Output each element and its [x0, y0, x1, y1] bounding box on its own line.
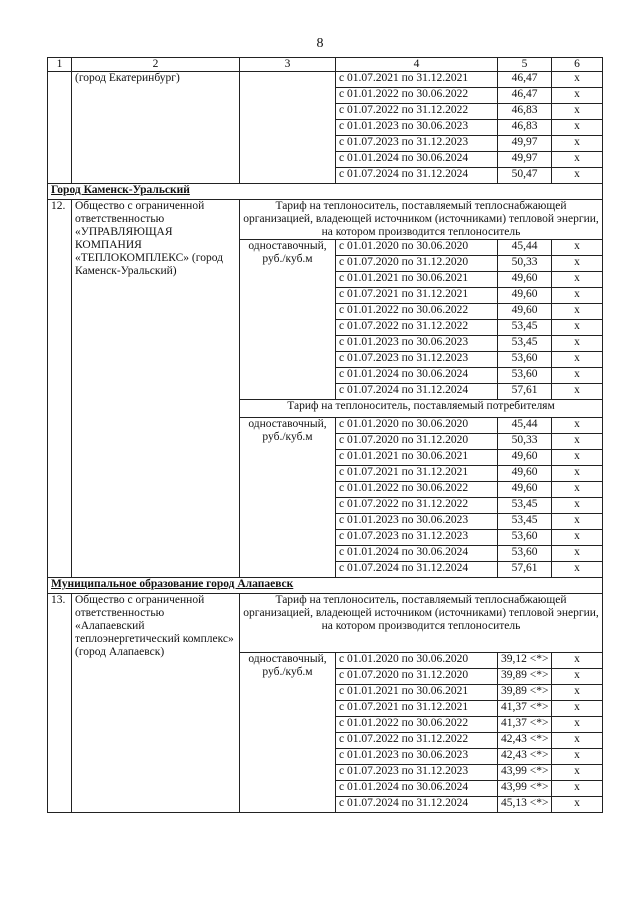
mark-cell: х: [552, 797, 603, 813]
table-row: [48, 594, 603, 653]
row-number-cell: 12.: [48, 200, 72, 578]
tariff-type-cell: одноставочный, руб./куб.м: [240, 240, 336, 400]
period-cell: с 01.07.2024 по 31.12.2024: [336, 562, 498, 578]
header-cell: 6: [552, 58, 603, 72]
mark-cell: х: [552, 120, 603, 136]
tariff-value: 41,37 <*>: [498, 701, 552, 717]
mark-cell: х: [552, 434, 603, 450]
tariff-value: 53,45: [498, 498, 552, 514]
tariff-value: 53,45: [498, 336, 552, 352]
period-cell: с 01.07.2022 по 31.12.2022: [336, 104, 498, 120]
period-cell: с 01.01.2021 по 30.06.2021: [336, 685, 498, 701]
tariff-heading: Тариф на теплоноситель, поставляемый теплоснабжающей организацией, владеющей источником (источниками) тепловой энергии, на котором производится теплоноситель: [240, 594, 603, 653]
period-cell: с 01.01.2023 по 30.06.2023: [336, 120, 498, 136]
tariff-value: 42,43 <*>: [498, 733, 552, 749]
tariff-value: 57,61: [498, 384, 552, 400]
table-row: [48, 200, 603, 240]
mark-cell: х: [552, 765, 603, 781]
mark-cell: х: [552, 304, 603, 320]
mark-cell: х: [552, 72, 603, 88]
mark-cell: х: [552, 336, 603, 352]
row-number-cell: 13.: [48, 594, 72, 813]
tariff-value: 50,33: [498, 434, 552, 450]
period-cell: с 01.01.2023 по 30.06.2023: [336, 336, 498, 352]
mark-cell: х: [552, 514, 603, 530]
mark-cell: х: [552, 256, 603, 272]
tariff-value: 49,97: [498, 152, 552, 168]
tariff-type-cell: одноставочный, руб./куб.м: [240, 653, 336, 813]
mark-cell: х: [552, 288, 603, 304]
tariff-value: 53,60: [498, 368, 552, 384]
mark-cell: х: [552, 749, 603, 765]
period-cell: с 01.07.2024 по 31.12.2024: [336, 797, 498, 813]
tariff-value: 43,99 <*>: [498, 781, 552, 797]
header-cell: 3: [240, 58, 336, 72]
mark-cell: х: [552, 368, 603, 384]
period-cell: с 01.01.2023 по 30.06.2023: [336, 749, 498, 765]
mark-cell: х: [552, 104, 603, 120]
tariff-value: 45,44: [498, 418, 552, 434]
period-cell: с 01.01.2024 по 30.06.2024: [336, 781, 498, 797]
mark-cell: х: [552, 352, 603, 368]
period-cell: с 01.07.2023 по 31.12.2023: [336, 765, 498, 781]
mark-cell: х: [552, 669, 603, 685]
organization-cell: Общество с ограниченной ответственностью «УПРАВЛЯЮЩАЯ КОМПАНИЯ «ТЕПЛОКОМПЛЕКС» (город Каменск-Уральский): [72, 200, 240, 578]
tariff-type-cell: одноставочный, руб./куб.м: [240, 418, 336, 578]
mark-cell: х: [552, 530, 603, 546]
tariff-value: 53,60: [498, 352, 552, 368]
period-cell: с 01.07.2022 по 31.12.2022: [336, 320, 498, 336]
period-cell: с 01.01.2020 по 30.06.2020: [336, 653, 498, 669]
period-cell: с 01.01.2024 по 30.06.2024: [336, 546, 498, 562]
period-cell: с 01.07.2021 по 31.12.2021: [336, 72, 498, 88]
mark-cell: х: [552, 562, 603, 578]
period-cell: с 01.01.2021 по 30.06.2021: [336, 272, 498, 288]
tariff-value: 49,60: [498, 450, 552, 466]
period-cell: с 01.07.2020 по 31.12.2020: [336, 669, 498, 685]
mark-cell: х: [552, 498, 603, 514]
row-number-cell: [48, 72, 72, 184]
tariff-value: 49,60: [498, 288, 552, 304]
tariff-value: 39,12 <*>: [498, 653, 552, 669]
mark-cell: х: [552, 781, 603, 797]
period-cell: с 01.07.2021 по 31.12.2021: [336, 288, 498, 304]
mark-cell: х: [552, 717, 603, 733]
organization-cell: (город Екатеринбург): [72, 72, 240, 184]
tariff-table: [47, 57, 603, 813]
mark-cell: х: [552, 685, 603, 701]
mark-cell: х: [552, 152, 603, 168]
tariff-type-cell: [240, 72, 336, 184]
period-cell: с 01.07.2022 по 31.12.2022: [336, 733, 498, 749]
mark-cell: х: [552, 384, 603, 400]
section-title: Муниципальное образование город Алапаевск: [48, 578, 603, 594]
mark-cell: х: [552, 136, 603, 152]
mark-cell: х: [552, 88, 603, 104]
header-row: [48, 58, 603, 72]
period-cell: с 01.07.2024 по 31.12.2024: [336, 168, 498, 184]
header-cell: 2: [72, 58, 240, 72]
tariff-value: 43,99 <*>: [498, 765, 552, 781]
mark-cell: х: [552, 546, 603, 562]
section-row: [48, 184, 603, 200]
tariff-heading: Тариф на теплоноситель, поставляемый теплоснабжающей организацией, владеющей источником (источниками) тепловой энергии, на котором производится теплоноситель: [240, 200, 603, 240]
tariff-value: 46,83: [498, 104, 552, 120]
tariff-value: 53,45: [498, 514, 552, 530]
period-cell: с 01.01.2022 по 30.06.2022: [336, 304, 498, 320]
mark-cell: х: [552, 272, 603, 288]
mark-cell: х: [552, 418, 603, 434]
tariff-value: 49,60: [498, 272, 552, 288]
mark-cell: х: [552, 733, 603, 749]
period-cell: с 01.01.2022 по 30.06.2022: [336, 717, 498, 733]
mark-cell: х: [552, 168, 603, 184]
mark-cell: х: [552, 701, 603, 717]
period-cell: с 01.01.2020 по 30.06.2020: [336, 418, 498, 434]
table-row: [48, 72, 603, 88]
tariff-value: 45,44: [498, 240, 552, 256]
period-cell: с 01.07.2020 по 31.12.2020: [336, 256, 498, 272]
tariff-heading: Тариф на теплоноситель, поставляемый потребителям: [240, 400, 603, 418]
period-cell: с 01.07.2023 по 31.12.2023: [336, 530, 498, 546]
period-cell: с 01.01.2022 по 30.06.2022: [336, 482, 498, 498]
mark-cell: х: [552, 320, 603, 336]
tariff-value: 41,37 <*>: [498, 717, 552, 733]
period-cell: с 01.07.2023 по 31.12.2023: [336, 136, 498, 152]
period-cell: с 01.01.2021 по 30.06.2021: [336, 450, 498, 466]
mark-cell: х: [552, 450, 603, 466]
period-cell: с 01.07.2021 по 31.12.2021: [336, 701, 498, 717]
tariff-value: 46,83: [498, 120, 552, 136]
header-cell: 5: [498, 58, 552, 72]
tariff-value: 49,60: [498, 482, 552, 498]
mark-cell: х: [552, 653, 603, 669]
period-cell: с 01.07.2021 по 31.12.2021: [336, 466, 498, 482]
period-cell: с 01.01.2020 по 30.06.2020: [336, 240, 498, 256]
section-row: [48, 578, 603, 594]
header-cell: 1: [48, 58, 72, 72]
organization-cell: Общество с ограниченной ответственностью «Алапаевский теплоэнергетический комплекс» (город Алапаевск): [72, 594, 240, 813]
tariff-value: 53,45: [498, 320, 552, 336]
tariff-value: 39,89 <*>: [498, 685, 552, 701]
tariff-value: 39,89 <*>: [498, 669, 552, 685]
tariff-value: 50,33: [498, 256, 552, 272]
tariff-value: 57,61: [498, 562, 552, 578]
tariff-value: 53,60: [498, 546, 552, 562]
tariff-value: 49,60: [498, 466, 552, 482]
period-cell: с 01.07.2022 по 31.12.2022: [336, 498, 498, 514]
tariff-value: 49,97: [498, 136, 552, 152]
period-cell: с 01.07.2020 по 31.12.2020: [336, 434, 498, 450]
tariff-value: 50,47: [498, 168, 552, 184]
period-cell: с 01.07.2023 по 31.12.2023: [336, 352, 498, 368]
tariff-value: 53,60: [498, 530, 552, 546]
period-cell: с 01.01.2023 по 30.06.2023: [336, 514, 498, 530]
tariff-value: 49,60: [498, 304, 552, 320]
tariff-value: 45,13 <*>: [498, 797, 552, 813]
period-cell: с 01.07.2024 по 31.12.2024: [336, 384, 498, 400]
tariff-value: 46,47: [498, 88, 552, 104]
tariff-value: 46,47: [498, 72, 552, 88]
tariff-value: 42,43 <*>: [498, 749, 552, 765]
period-cell: с 01.01.2024 по 30.06.2024: [336, 152, 498, 168]
mark-cell: х: [552, 240, 603, 256]
mark-cell: х: [552, 482, 603, 498]
mark-cell: х: [552, 466, 603, 482]
period-cell: с 01.01.2024 по 30.06.2024: [336, 368, 498, 384]
header-cell: 4: [336, 58, 498, 72]
page-number: 8: [316, 36, 324, 51]
period-cell: с 01.01.2022 по 30.06.2022: [336, 88, 498, 104]
section-title: Город Каменск-Уральский: [48, 184, 603, 200]
